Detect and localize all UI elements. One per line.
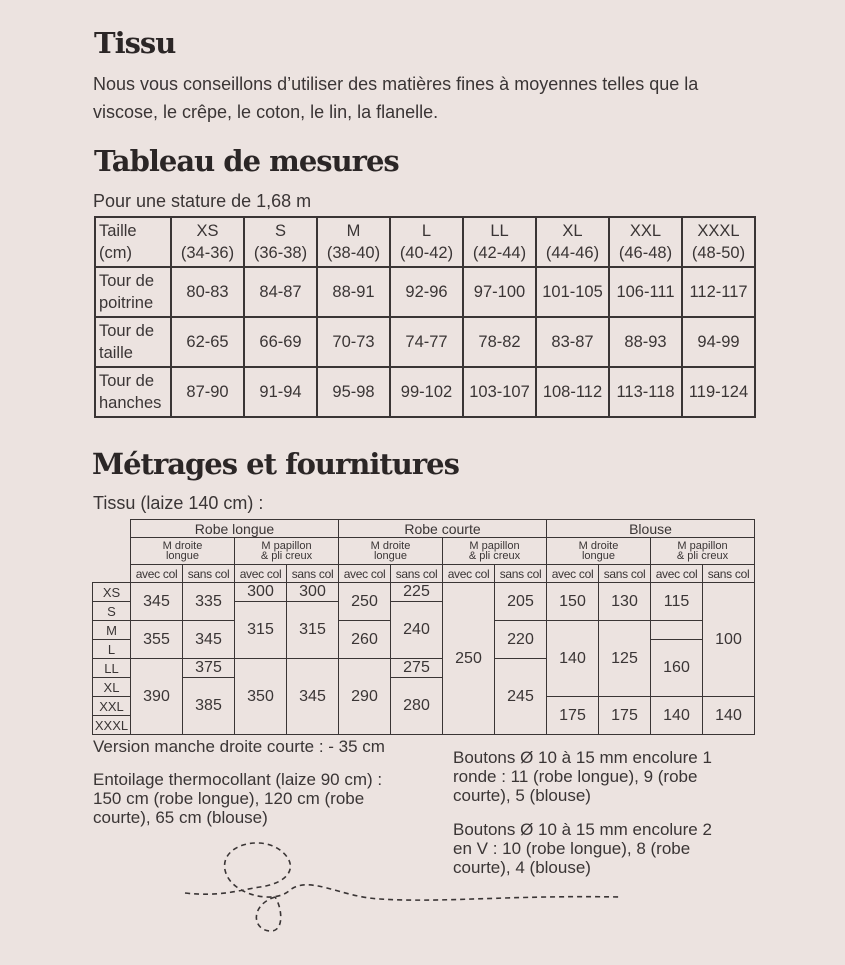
col-header-avec: avec col bbox=[651, 565, 703, 583]
size-cell: 62-65 bbox=[171, 317, 244, 367]
fabric-text-line-2: viscose, le crêpe, le coton, le lin, la flanelle. bbox=[93, 102, 439, 122]
subgroup-line: & pli creux bbox=[468, 550, 521, 562]
size-range: (48-50) bbox=[691, 244, 746, 262]
yardage-cell: 345 bbox=[131, 583, 183, 621]
fabric-text-line-1: Nous vous conseillons d’utiliser des matières fines à moyennes telles que la bbox=[93, 74, 699, 94]
yardage-cell: 250 bbox=[443, 583, 495, 735]
col-header-sans: sans col bbox=[183, 565, 235, 583]
subgroup-line: & pli creux bbox=[676, 550, 729, 562]
yardage-cell: 115 bbox=[651, 583, 703, 621]
size-label-s: S bbox=[93, 602, 131, 621]
size-header bbox=[682, 217, 755, 267]
yardage-cell: 250 bbox=[339, 583, 391, 621]
yardage-cell: 390 bbox=[131, 659, 183, 735]
size-name: S bbox=[274, 222, 286, 240]
size-range: (42-44) bbox=[472, 244, 527, 262]
size-cell: 78-82 bbox=[463, 317, 536, 367]
yardage-cell: 225 bbox=[391, 583, 443, 602]
size-cell: 74-77 bbox=[390, 317, 463, 367]
size-header bbox=[609, 217, 682, 267]
yardage-cell: 315 bbox=[287, 602, 339, 659]
subgroup-line: M papillon bbox=[677, 540, 728, 552]
yardage-cell: 150 bbox=[547, 583, 599, 621]
yardage-chart bbox=[92, 519, 755, 735]
col-header-sans: sans col bbox=[599, 565, 651, 583]
size-row-waist bbox=[95, 317, 755, 367]
yardage-cell: 140 bbox=[651, 697, 703, 735]
row-label-line: Tour de bbox=[99, 372, 155, 390]
subgroup-line: M droite bbox=[370, 540, 411, 552]
yardage-title: Métrages et fournitures bbox=[92, 447, 459, 481]
col-header-sans: sans col bbox=[703, 565, 755, 583]
subgroup-line: M papillon bbox=[261, 540, 312, 552]
col-header-sans: sans col bbox=[495, 565, 547, 583]
yardage-cell: 160 bbox=[651, 640, 703, 697]
size-header bbox=[536, 217, 609, 267]
yardage-cell: 345 bbox=[287, 659, 339, 735]
yardage-cell: 315 bbox=[235, 602, 287, 659]
note-line: courte), 4 (blouse) bbox=[453, 858, 591, 877]
subgroup-line: M droite bbox=[162, 540, 203, 552]
size-name: LL bbox=[490, 222, 509, 240]
subgroup-line: M papillon bbox=[469, 540, 520, 552]
yardage-cell: 300 bbox=[287, 583, 339, 602]
row-label bbox=[95, 367, 171, 417]
yardage-cell: 290 bbox=[339, 659, 391, 735]
row-label-line: hanches bbox=[99, 394, 162, 412]
yardage-cell: 125 bbox=[599, 621, 651, 697]
size-header bbox=[390, 217, 463, 267]
size-label-xl: XL bbox=[93, 678, 131, 697]
group-header-blouse: Blouse bbox=[547, 520, 755, 538]
col-header-sans: sans col bbox=[391, 565, 443, 583]
col-header-avec: avec col bbox=[339, 565, 391, 583]
size-range: (36-38) bbox=[253, 244, 308, 262]
yardage-cell: 355 bbox=[131, 621, 183, 659]
yardage-cell: 205 bbox=[495, 583, 547, 621]
yardage-cell: 275 bbox=[391, 659, 443, 678]
size-cell: 70-73 bbox=[317, 317, 390, 367]
size-cell: 112-117 bbox=[682, 267, 755, 317]
size-cell: 88-91 bbox=[317, 267, 390, 317]
size-name: L bbox=[421, 222, 432, 240]
size-header bbox=[463, 217, 536, 267]
yardage-cell: 335 bbox=[183, 583, 235, 621]
size-cell: 80-83 bbox=[171, 267, 244, 317]
size-header bbox=[244, 217, 317, 267]
row-label bbox=[95, 317, 171, 367]
size-cell: 108-112 bbox=[536, 367, 609, 417]
size-row-bust bbox=[95, 267, 755, 317]
size-cell: 66-69 bbox=[244, 317, 317, 367]
size-header bbox=[317, 217, 390, 267]
note-line: ronde : 11 (robe longue), 9 (robe bbox=[453, 767, 698, 786]
yardage-cell: 375 bbox=[183, 659, 235, 678]
yardage-cell: 140 bbox=[703, 697, 755, 735]
size-range: (46-48) bbox=[618, 244, 673, 262]
group-header-robe-courte: Robe courte bbox=[339, 520, 547, 538]
size-cell: 94-99 bbox=[682, 317, 755, 367]
yardage-cell: 385 bbox=[183, 678, 235, 735]
yardage-cell: 300 bbox=[235, 583, 287, 602]
size-chart-header-label bbox=[95, 217, 171, 267]
size-cell: 119-124 bbox=[682, 367, 755, 417]
yardage-cell: 220 bbox=[495, 621, 547, 659]
subgroup-line: M droite bbox=[578, 540, 619, 552]
col-header-sans: sans col bbox=[287, 565, 339, 583]
yardage-cell: 350 bbox=[235, 659, 287, 735]
size-row-hips bbox=[95, 367, 755, 417]
subgroup-header bbox=[547, 538, 651, 565]
row-label bbox=[95, 267, 171, 317]
size-label-xxl: XXL bbox=[93, 697, 131, 716]
size-name: XXL bbox=[629, 222, 662, 240]
subgroup-line: longue bbox=[373, 550, 408, 562]
yardage-cell: 175 bbox=[547, 697, 599, 735]
yardage-cell: 175 bbox=[599, 697, 651, 735]
yardage-cell: 240 bbox=[391, 602, 443, 659]
fabric-title: Tissu bbox=[94, 26, 176, 60]
subgroup-header bbox=[651, 538, 755, 565]
row-label-line: taille bbox=[99, 344, 133, 362]
note-line: 150 cm (robe longue), 120 cm (robe bbox=[93, 789, 365, 808]
row-label-line: Tour de bbox=[99, 322, 155, 340]
yardage-cell: 260 bbox=[339, 621, 391, 659]
size-name: XS bbox=[196, 222, 219, 240]
yardage-subtitle: Tissu (laize 140 cm) : bbox=[93, 493, 264, 513]
yardage-cell: 140 bbox=[547, 621, 599, 697]
note-line: en V : 10 (robe longue), 8 (robe bbox=[453, 839, 691, 858]
size-range: (34-36) bbox=[180, 244, 235, 262]
size-cell: 103-107 bbox=[463, 367, 536, 417]
subgroup-header bbox=[131, 538, 235, 565]
size-name: M bbox=[346, 222, 361, 240]
size-cell: 87-90 bbox=[171, 367, 244, 417]
note-line: courte), 65 cm (blouse) bbox=[93, 808, 268, 827]
note-line: courte), 5 (blouse) bbox=[453, 786, 591, 805]
size-chart bbox=[94, 216, 756, 418]
yardage-cell: 245 bbox=[495, 659, 547, 735]
yardage-cell: 100 bbox=[703, 583, 755, 697]
subgroup-line: longue bbox=[165, 550, 200, 562]
size-cell: 88-93 bbox=[609, 317, 682, 367]
size-label-ll: LL bbox=[93, 659, 131, 678]
subgroup-header bbox=[235, 538, 339, 565]
corner-cell bbox=[93, 520, 131, 583]
measurements-title: Tableau de mesures bbox=[94, 144, 399, 178]
header-label-line: Taille bbox=[99, 222, 137, 240]
size-header bbox=[171, 217, 244, 267]
dashed-thread-icon bbox=[180, 835, 640, 945]
size-label-xs: XS bbox=[93, 583, 131, 602]
size-range: (38-40) bbox=[326, 244, 381, 262]
group-header-robe-longue: Robe longue bbox=[131, 520, 339, 538]
size-cell: 106-111 bbox=[609, 267, 682, 317]
note-line: Entoilage thermocollant (laize 90 cm) : bbox=[93, 770, 383, 789]
size-cell: 99-102 bbox=[390, 367, 463, 417]
size-range: (44-46) bbox=[545, 244, 600, 262]
size-label-m: M bbox=[93, 621, 131, 640]
buttons-note-1 bbox=[453, 748, 712, 805]
col-header-avec: avec col bbox=[131, 565, 183, 583]
interfacing-note bbox=[93, 770, 382, 827]
size-label-l: L bbox=[93, 640, 131, 659]
note-line: Boutons Ø 10 à 15 mm encolure 2 bbox=[453, 820, 712, 839]
yardage-cell: 130 bbox=[599, 583, 651, 621]
col-header-avec: avec col bbox=[547, 565, 599, 583]
size-name: XXXL bbox=[697, 222, 740, 240]
size-cell: 95-98 bbox=[317, 367, 390, 417]
header-label-line: (cm) bbox=[99, 244, 132, 262]
row-label-line: poitrine bbox=[99, 294, 154, 312]
measurements-subtitle: Pour une stature de 1,68 m bbox=[93, 191, 312, 211]
size-cell: 101-105 bbox=[536, 267, 609, 317]
subgroup-line: longue bbox=[581, 550, 616, 562]
yardage-cell: 280 bbox=[391, 678, 443, 735]
col-header-avec: avec col bbox=[443, 565, 495, 583]
size-cell: 84-87 bbox=[244, 267, 317, 317]
col-header-avec: avec col bbox=[235, 565, 287, 583]
size-cell: 91-94 bbox=[244, 367, 317, 417]
size-cell: 113-118 bbox=[609, 367, 682, 417]
subgroup-header bbox=[339, 538, 443, 565]
note-line: Boutons Ø 10 à 15 mm encolure 1 bbox=[453, 748, 712, 767]
size-cell: 92-96 bbox=[390, 267, 463, 317]
yardage-cell: 345 bbox=[183, 621, 235, 659]
size-range: (40-42) bbox=[399, 244, 454, 262]
size-cell: 83-87 bbox=[536, 317, 609, 367]
row-label-line: Tour de bbox=[99, 272, 155, 290]
size-cell: 97-100 bbox=[463, 267, 536, 317]
size-name: XL bbox=[562, 222, 583, 240]
subgroup-line: & pli creux bbox=[260, 550, 313, 562]
size-label-xxxl: XXXL bbox=[93, 716, 131, 735]
sleeve-note: Version manche droite courte : - 35 cm bbox=[93, 737, 385, 756]
subgroup-header bbox=[443, 538, 547, 565]
